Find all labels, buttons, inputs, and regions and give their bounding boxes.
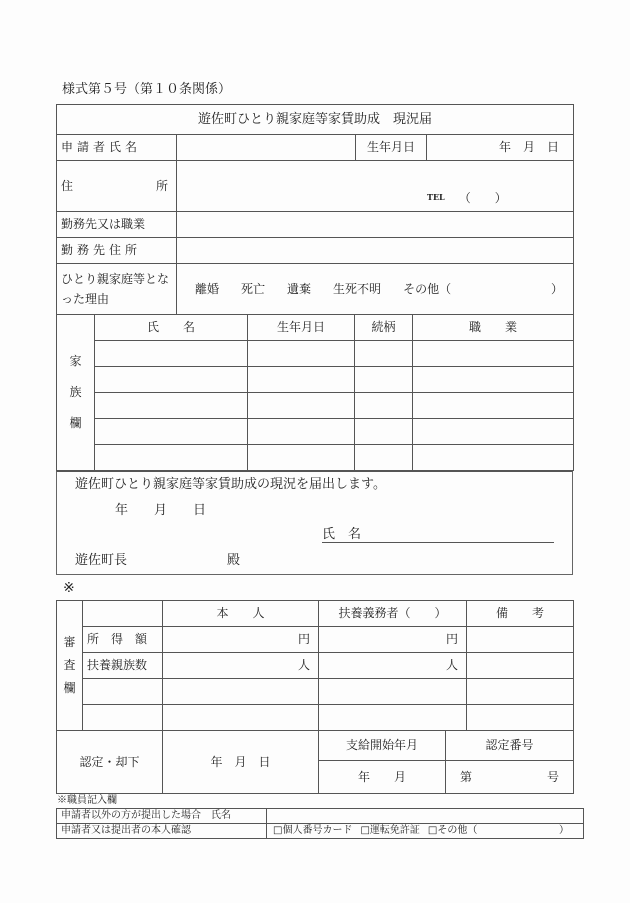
work-address-label: 勤務先住所 (57, 238, 177, 264)
family-relation-cell[interactable] (355, 393, 413, 419)
review-blank-remarks[interactable] (467, 705, 574, 731)
start-month-label: 支給開始年月 (319, 731, 446, 761)
family-occupation-cell[interactable] (413, 367, 574, 393)
review-blank-self[interactable] (163, 679, 319, 705)
form-number: 様式第５号（第１０条関係） (62, 82, 232, 97)
dependents-self-cell[interactable]: 人 (163, 653, 319, 679)
review-blank-remarks[interactable] (467, 679, 574, 705)
family-name-cell[interactable] (95, 445, 248, 471)
family-side-label (57, 315, 95, 471)
reason-abandonment[interactable]: 遺棄 (287, 281, 312, 296)
review-side-2: 査 (63, 657, 76, 672)
note-mark: ※ (63, 580, 75, 596)
start-month-value[interactable]: 年 月 (319, 761, 446, 794)
family-header-name: 氏 名 (95, 315, 248, 341)
reason-divorce[interactable]: 離婚 (195, 281, 220, 296)
declaration-date[interactable]: 年 月 日 (115, 503, 207, 518)
family-birth-cell[interactable] (248, 419, 355, 445)
work-label: 勤務先又は職業 (57, 212, 177, 238)
approval-label: 認定・却下 (57, 731, 163, 794)
review-side-3: 欄 (63, 680, 76, 695)
reason-missing[interactable]: 生死不明 (333, 281, 382, 296)
cert-suffix: 号 (546, 769, 559, 784)
dependents-supporter-cell[interactable]: 人 (319, 653, 467, 679)
staff-heading: ※職員記入欄 (57, 795, 117, 806)
family-name-cell[interactable] (95, 419, 248, 445)
address-label-1: 住 (61, 178, 74, 193)
family-name-cell[interactable] (95, 393, 248, 419)
family-occupation-cell[interactable] (413, 341, 574, 367)
approval-table (56, 730, 574, 794)
reason-label: ひとり親家庭等となった理由 (57, 264, 177, 315)
approval-date[interactable]: 年 月 日 (163, 731, 319, 794)
staff-table (56, 808, 584, 839)
family-table (56, 314, 574, 471)
family-relation-cell[interactable] (355, 341, 413, 367)
family-side-1: 家 (69, 353, 82, 368)
review-row (57, 653, 574, 679)
declaration-name-label: 氏 名 (322, 527, 362, 542)
income-supporter-cell[interactable]: 円 (319, 627, 467, 653)
address-label (57, 161, 177, 212)
staff-row2-label: 申請者又は提出者の本人確認 (57, 824, 267, 839)
declaration-box (56, 471, 573, 575)
work-address-field[interactable] (177, 238, 574, 264)
family-birth-cell[interactable] (248, 445, 355, 471)
family-row (57, 393, 574, 419)
staff-row1-label: 申請者以外の方が提出した場合 氏名 (57, 809, 267, 824)
income-self-cell[interactable]: 円 (163, 627, 319, 653)
dependents-label: 扶養親族数 (83, 653, 163, 679)
cert-number-label: 認定番号 (446, 731, 574, 761)
reason-options (177, 264, 574, 315)
review-blank-supporter[interactable] (319, 679, 467, 705)
family-row (57, 419, 574, 445)
family-birth-cell[interactable] (248, 367, 355, 393)
addressee-line (75, 554, 240, 567)
family-side-3: 欄 (69, 416, 82, 431)
form-title: 遊佐町ひとり親家庭等家賃助成 現況届 (57, 105, 574, 135)
family-name-cell[interactable] (95, 367, 248, 393)
review-table (56, 600, 574, 731)
address-field[interactable] (177, 161, 574, 212)
address-label-2: 所 (155, 178, 168, 193)
review-header-blank (83, 601, 163, 627)
family-row (57, 445, 574, 471)
tel-parens: （ ） (458, 190, 507, 205)
option-mynumber-card[interactable]: □個人番号カード (273, 825, 353, 836)
income-remarks-cell[interactable] (467, 627, 574, 653)
family-relation-cell[interactable] (355, 419, 413, 445)
review-blank-label[interactable] (83, 705, 163, 731)
family-occupation-cell[interactable] (413, 393, 574, 419)
id-check-options (267, 824, 584, 839)
review-row (57, 679, 574, 705)
review-side-label (57, 601, 83, 731)
family-name-cell[interactable] (95, 341, 248, 367)
review-header-self: 本 人 (163, 601, 319, 627)
applicant-name-field[interactable] (177, 135, 356, 161)
proxy-name-field[interactable] (267, 809, 584, 824)
reason-other[interactable]: その他（ (403, 281, 452, 296)
reason-other-close: ） (551, 281, 564, 296)
income-label: 所 得 額 (83, 627, 163, 653)
family-side-2: 族 (69, 384, 82, 399)
work-field[interactable] (177, 212, 574, 238)
honorific: 殿 (227, 553, 241, 568)
family-occupation-cell[interactable] (413, 419, 574, 445)
review-side-1: 審 (63, 635, 76, 649)
review-row (57, 705, 574, 731)
review-blank-supporter[interactable] (319, 705, 467, 731)
cert-number-value[interactable] (446, 761, 574, 794)
main-form-table (56, 104, 574, 315)
option-drivers-license[interactable]: □運転免許証 (360, 825, 420, 836)
family-header-occupation: 職 業 (413, 315, 574, 341)
tel-label: TEL (427, 192, 445, 202)
reason-death[interactable]: 死亡 (241, 281, 266, 296)
review-blank-label[interactable] (83, 679, 163, 705)
review-header-supporter: 扶養義務者（ ） (319, 601, 467, 627)
addressee: 遊佐町長 (75, 553, 128, 568)
review-blank-self[interactable] (163, 705, 319, 731)
option-other-close: ） (559, 825, 569, 836)
family-relation-cell[interactable] (355, 445, 413, 471)
family-birth-cell[interactable] (248, 341, 355, 367)
applicant-name-label: 申請者氏名 (57, 135, 177, 161)
dependents-remarks-cell[interactable] (467, 653, 574, 679)
declaration-text: 遊佐町ひとり親家庭等家賃助成の現況を届出します。 (75, 477, 386, 492)
family-relation-cell[interactable] (355, 367, 413, 393)
birth-label: 生年月日 (356, 135, 427, 161)
option-other[interactable]: □その他（ (427, 825, 478, 836)
cert-prefix: 第 (460, 769, 473, 784)
family-birth-cell[interactable] (248, 393, 355, 419)
family-row (57, 341, 574, 367)
family-row (57, 367, 574, 393)
family-occupation-cell[interactable] (413, 445, 574, 471)
family-header-relation: 続柄 (355, 315, 413, 341)
review-header-remarks: 備 考 (467, 601, 574, 627)
family-header-birth: 生年月日 (248, 315, 355, 341)
review-row (57, 627, 574, 653)
birth-date-field[interactable]: 年 月 日 (427, 135, 574, 161)
signature-line[interactable] (322, 528, 554, 543)
